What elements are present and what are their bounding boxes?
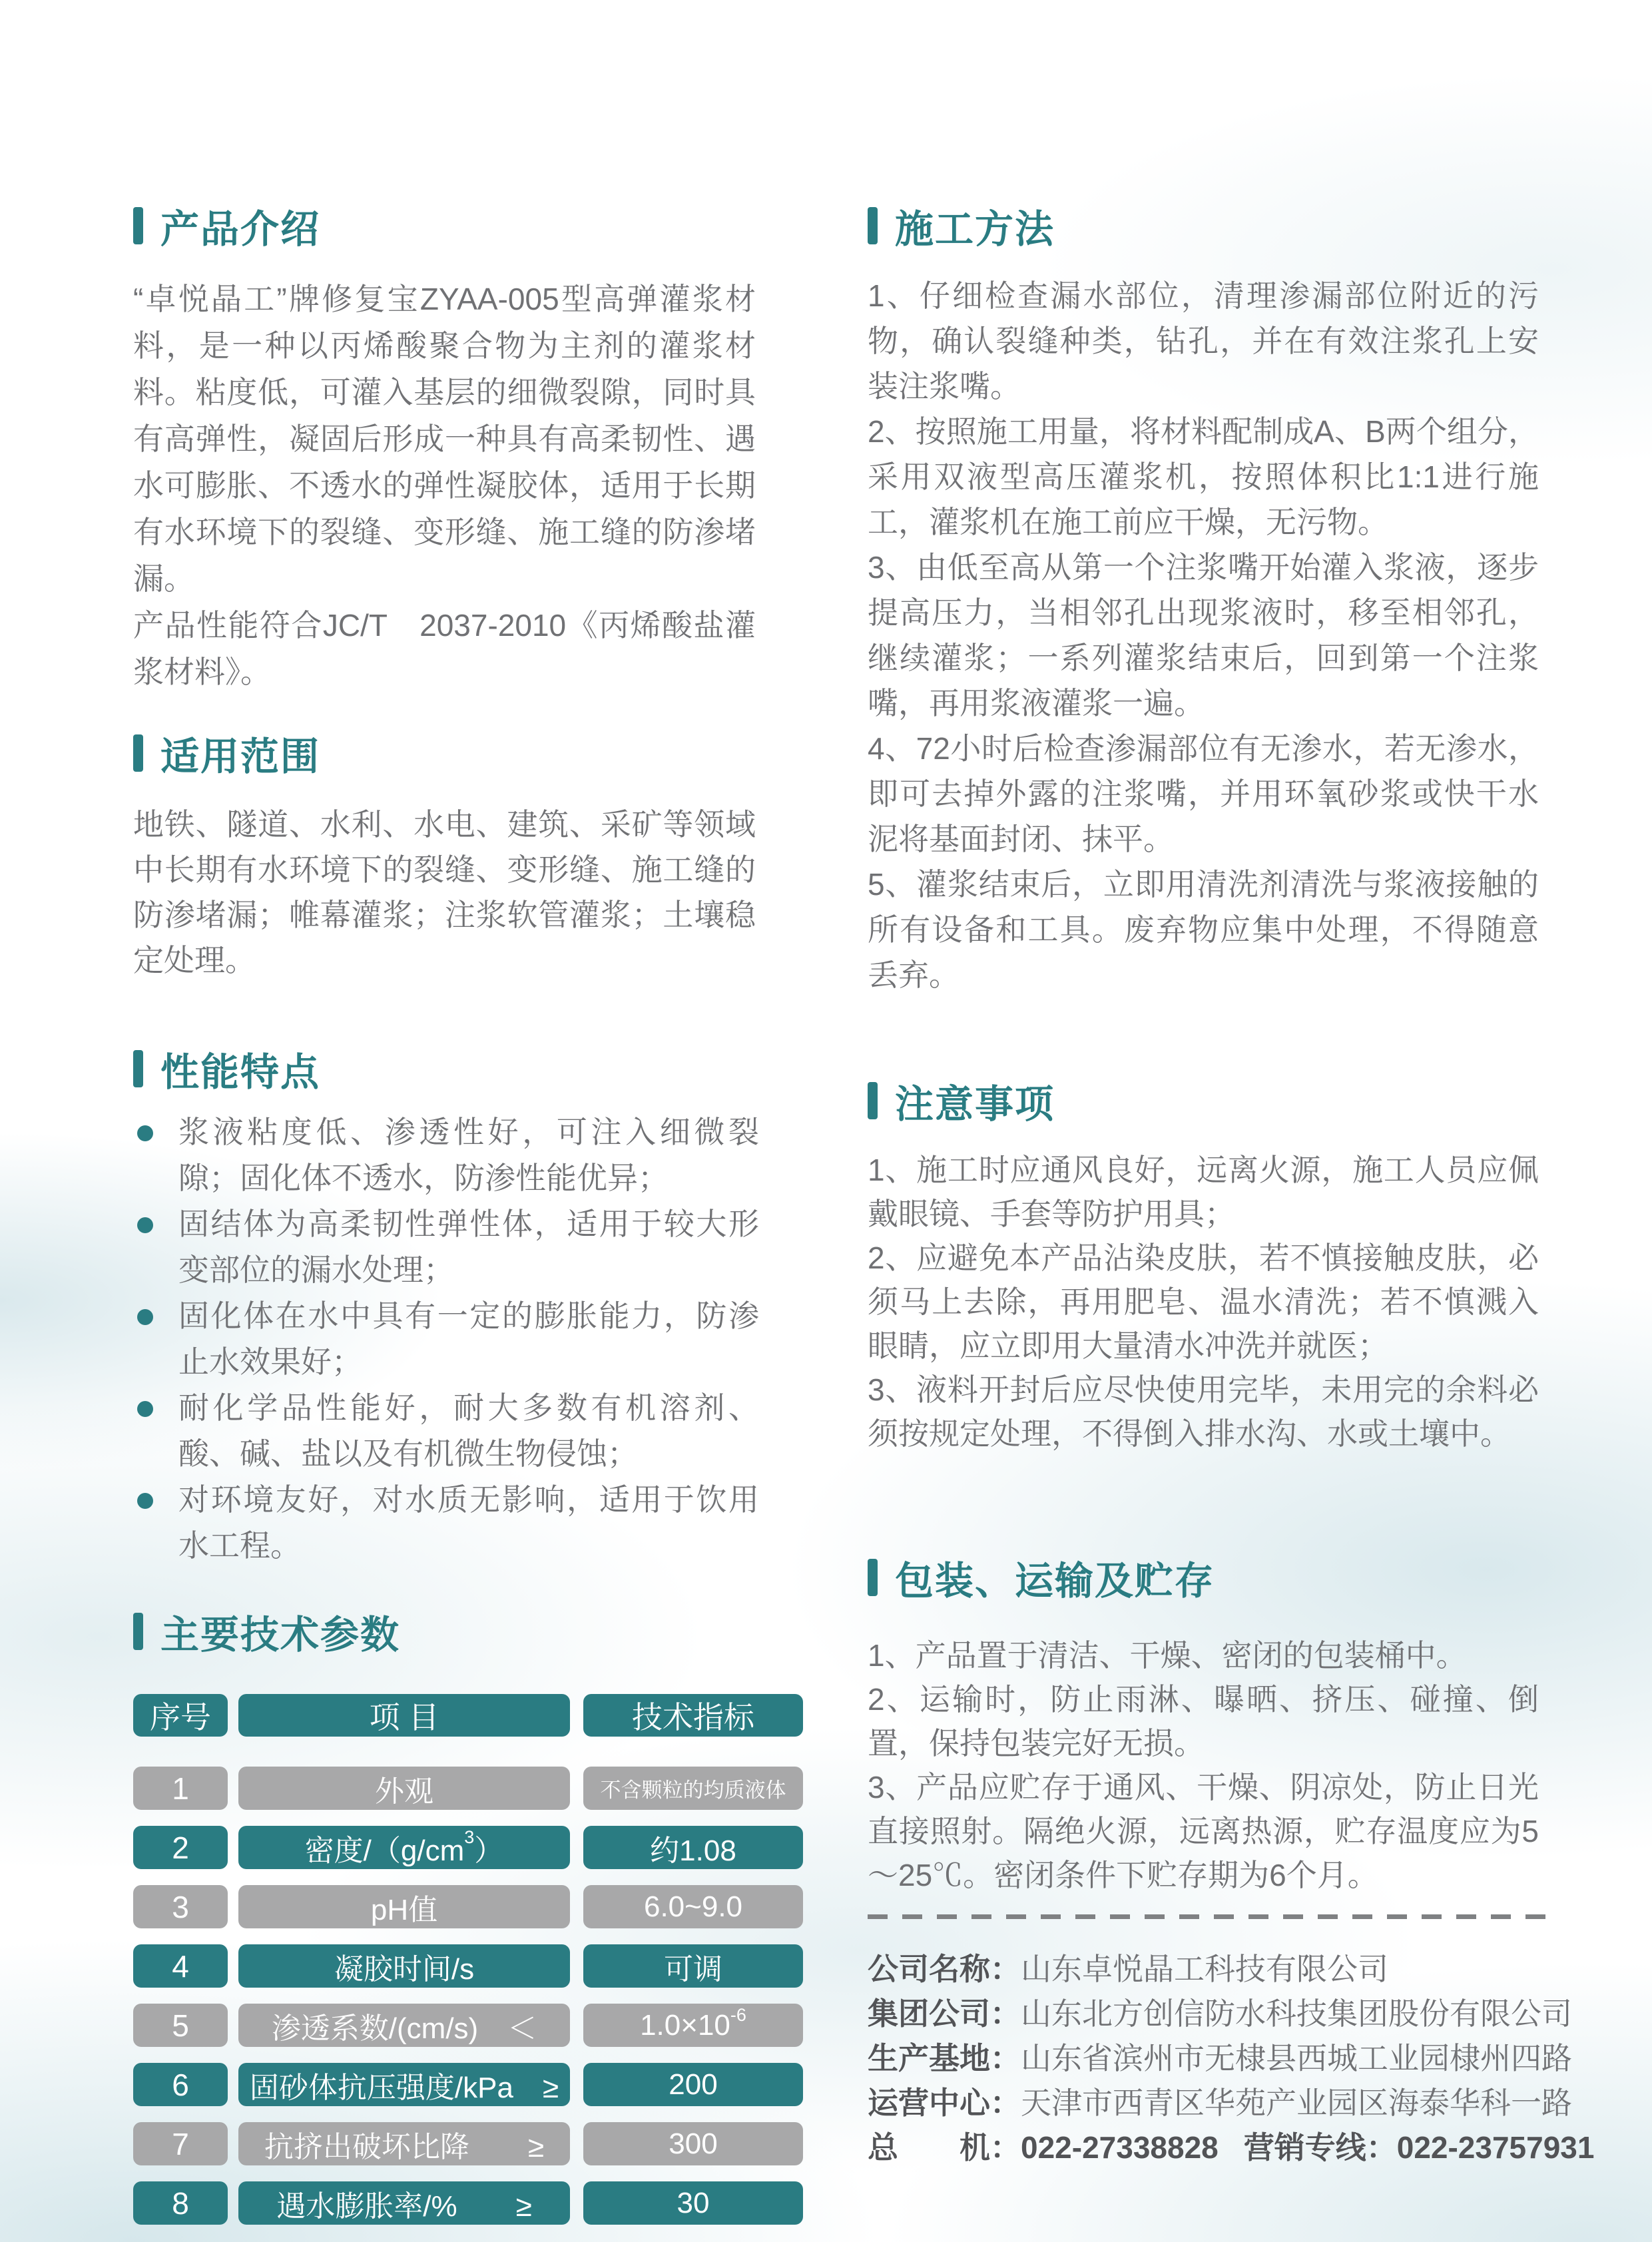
feature-text: 对环境友好，对水质无影响，适用于饮用水工程。 [178,1482,759,1563]
cell-value-text: 不含颗粒的均质液体 [600,1779,786,1802]
company-row [868,1947,1539,1992]
cell-item-text: 抗挤出破坏比降 ≥ [264,2130,545,2163]
cell-no: 5 [133,2004,228,2047]
cell-item-superscript: 3 [464,1827,475,1847]
section-title-text: 主要技术参数 [160,1613,401,1657]
note-item: 1、施工时应通风良好，远离火源，施工人员应佩戴眼镜、手套等防护用具； [868,1153,1539,1231]
title-bar-icon [868,1559,878,1596]
cell-value-text: 200 [669,2068,718,2101]
bullet-dot-icon [137,1401,153,1417]
feature-item [133,1109,759,1201]
bullet-dot-icon [137,1217,153,1233]
title-bar-icon [133,734,143,772]
construction-step: 1、仔细检查漏水部位，清理渗漏部位附近的污物，确认裂缝种类，钻孔，并在有效注浆孔上安装注浆嘴。 [868,278,1539,404]
header-cell-value: 技术指标 [583,1694,803,1737]
cell-value-text: 300 [669,2127,718,2160]
cell-item [238,1826,570,1869]
section-title-notes [868,1080,1539,1126]
header-cell-item: 项 目 [238,1694,570,1737]
cell-value-text: 约1.08 [650,1834,736,1867]
cell-item-text: 渗透系数/(cm/s) ＜ [271,2012,537,2045]
table-row [133,2063,803,2106]
section-title-product-intro [133,205,803,251]
table-header-row [133,1694,803,1737]
section-title-text: 注意事项 [895,1083,1055,1126]
cell-item-text: 固砂体抗压强度/kPa ≥ [249,2071,559,2104]
title-bar-icon [133,1050,143,1087]
construction-step: 3、由低至高从第一个注浆嘴开始灌入浆液，逐步提高压力，当相邻孔出现浆液时，移至相邻孔，继续灌浆；一系列灌浆结束后，回到第一个注浆嘴，再用浆液灌浆一遍。 [868,550,1539,720]
intro-standard-paragraph: 产品性能符合JC/T 2037-2010《丙烯酸盐灌浆材料》。 [133,608,756,689]
table-row [133,1826,803,1869]
cell-value-text: 可调 [664,1952,722,1986]
cell-item-text: pH值 [370,1893,438,1926]
section-title-packaging [868,1557,1539,1603]
cell-item-text: 外观 [375,1775,433,1808]
cell-no: 2 [133,1826,228,1869]
feature-text: 耐化学品性能好，耐大多数有机溶剂、酸、碱、盐以及有机微生物侵蚀； [178,1390,759,1471]
bullet-dot-icon [137,1309,153,1325]
company-phone: 022-23757931 [1396,2130,1595,2165]
bullet-dot-icon [137,1493,153,1509]
feature-item [133,1201,759,1293]
cell-value-text: 6.0~9.0 [643,1890,743,1923]
cell-item-text: ） [474,1834,504,1867]
packaging-items [868,1633,1539,1897]
cell-item [238,2063,570,2106]
cell-value-text: 30 [677,2186,710,2219]
cell-value [583,2004,803,2047]
feature-text: 固化体在水中具有一定的膨胀能力，防渗止水效果好； [178,1298,759,1379]
cell-item [238,1767,570,1810]
header-cell-no: 序号 [133,1694,228,1737]
section-title-construction [868,205,1539,251]
company-row [868,1992,1572,2036]
cell-value-text: 1.0×10 [640,2008,730,2042]
title-bar-icon [133,1613,143,1650]
cell-value [583,1826,803,1869]
note-item: 3、液料开封后应尽快使用完毕，未用完的余料必须按规定处理，不得倒入排水沟、水或土壤中。 [868,1372,1539,1451]
section-title-text: 产品介绍 [160,208,321,251]
bullet-dot-icon [137,1125,153,1141]
table-row [133,2004,803,2047]
company-label: 公司名称： [868,1952,1021,1986]
section-title-params [133,1611,803,1657]
cell-item [238,1944,570,1988]
section-title-text: 施工方法 [895,208,1055,251]
feature-item [133,1385,759,1477]
packaging-item: 3、产品应贮存于通风、干燥、阴凉处，防止日光直接照射。隔绝火源，远离热源，贮存温度应为5～25℃。密闭条件下贮存期为6个月。 [868,1770,1539,1892]
table-row [133,2181,803,2225]
title-bar-icon [868,207,878,244]
table-row [133,1885,803,1928]
packaging-item: 1、产品置于清洁、干燥、密闭的包装桶中。 [868,1638,1467,1673]
table-row [133,1944,803,1988]
note-item: 2、应避免本产品沾染皮肤，若不慎接触皮肤，必须马上去除，再用肥皂、温水清洗；若不慎溅入眼睛，应立即用大量清水冲洗并就医； [868,1241,1539,1363]
feature-text: 固结体为高柔韧性弹性体，适用于较大形变部位的漏水处理； [178,1207,759,1287]
construction-step: 4、72小时后检查渗漏部位有无渗水，若无渗水，即可去掉外露的注浆嘴，并用环氧砂浆或快干水泥将基面封闭、抹平。 [868,731,1539,856]
company-row [868,2036,1572,2081]
company-row-phones [868,2125,1595,2170]
cell-value [583,1944,803,1988]
construction-steps [868,273,1539,997]
feature-item [133,1293,759,1385]
section-title-text: 性能特点 [160,1051,321,1094]
params-table [133,1694,803,2225]
company-info [868,1947,1595,2170]
packaging-item: 2、运输时，防止雨淋、曝晒、挤压、碰撞、倒置，保持包装完好无损。 [868,1682,1539,1761]
cell-no: 8 [133,2181,228,2225]
cell-no: 7 [133,2122,228,2165]
construction-step: 5、灌浆结束后，立即用清洗剂清洗与浆液接触的所有设备和工具。废弃物应集中处理，不得随意丢弃。 [868,867,1539,992]
title-bar-icon [133,207,143,244]
scope-paragraph: 地铁、隧道、水利、水电、建筑、采矿等领域中长期有水环境下的裂缝、变形缝、施工缝的防渗堵漏；帷幕灌浆；注浆软管灌浆；土壤稳定处理。 [133,807,756,978]
intro-paragraph: “卓悦晶工”牌修复宝ZYAA-005型高弹灌浆材料，是一种以丙烯酸聚合物为主剂的灌浆材料。粘度低，可灌入基层的细微裂隙，同时具有高弹性，凝固后形成一种具有高柔韧性、遇水可膨胀、不透水的弹性凝胶体，适用于长期有水环境下的裂缝、变形缝、施工缝的防渗堵漏。 [133,282,756,596]
cell-value [583,2181,803,2225]
cell-value [583,2122,803,2165]
company-label: 营销专线： [1243,2130,1397,2165]
left-column [133,205,803,2241]
feature-item [133,1477,759,1569]
section-title-scope [133,732,803,778]
cell-item-text: 凝胶时间/s [334,1952,475,1986]
company-value: 山东北方创信防水科技集团股份有限公司 [1021,1996,1572,2031]
section-title-text: 包装、运输及贮存 [895,1559,1215,1603]
company-value: 天津市西青区华苑产业园区海泰华科一路 [1021,2086,1572,2120]
cell-item [238,1885,570,1928]
cell-value [583,1885,803,1928]
company-row [868,2081,1572,2125]
cell-no: 1 [133,1767,228,1810]
notes-items [868,1148,1539,1456]
company-label: 运营中心： [868,2086,1021,2120]
company-value: 山东省滨州市无棣县西城工业园棣州四路 [1021,2041,1572,2076]
cell-value [583,2063,803,2106]
section-title-features [133,1048,803,1094]
right-column [868,205,1595,2170]
table-row [133,1767,803,1810]
cell-value [583,1767,803,1810]
dashed-divider [868,1914,1557,1919]
company-label: 集团公司： [868,1996,1021,2031]
cell-item [238,2122,570,2165]
company-phone: 022-27338828 [1021,2130,1219,2165]
cell-item [238,2181,570,2225]
company-label: 总 机： [868,2130,1021,2165]
cell-no: 6 [133,2063,228,2106]
cell-value-superscript: -6 [730,2005,746,2025]
cell-item-text: 遇水膨胀率/% ≥ [276,2189,532,2223]
cell-no: 4 [133,1944,228,1988]
company-label: 生产基地： [868,2041,1021,2076]
title-bar-icon [868,1082,878,1119]
cell-no: 3 [133,1885,228,1928]
cell-item [238,2004,570,2047]
table-row [133,2122,803,2165]
cell-item-text: 密度/（g/cm [304,1834,465,1867]
construction-step: 2、按照施工用量，将材料配制成A、B两个组分，采用双液型高压灌浆机，按照体积比1:1进行施工，灌浆机在施工前应干燥，无污物。 [868,414,1539,539]
company-value: 山东卓悦晶工科技有限公司 [1021,1952,1388,1986]
section-title-text: 适用范围 [160,735,321,778]
feature-text: 浆液粘度低、渗透性好，可注入细微裂隙；固化体不透水，防渗性能优异； [178,1115,759,1195]
feature-list [133,1109,759,1569]
